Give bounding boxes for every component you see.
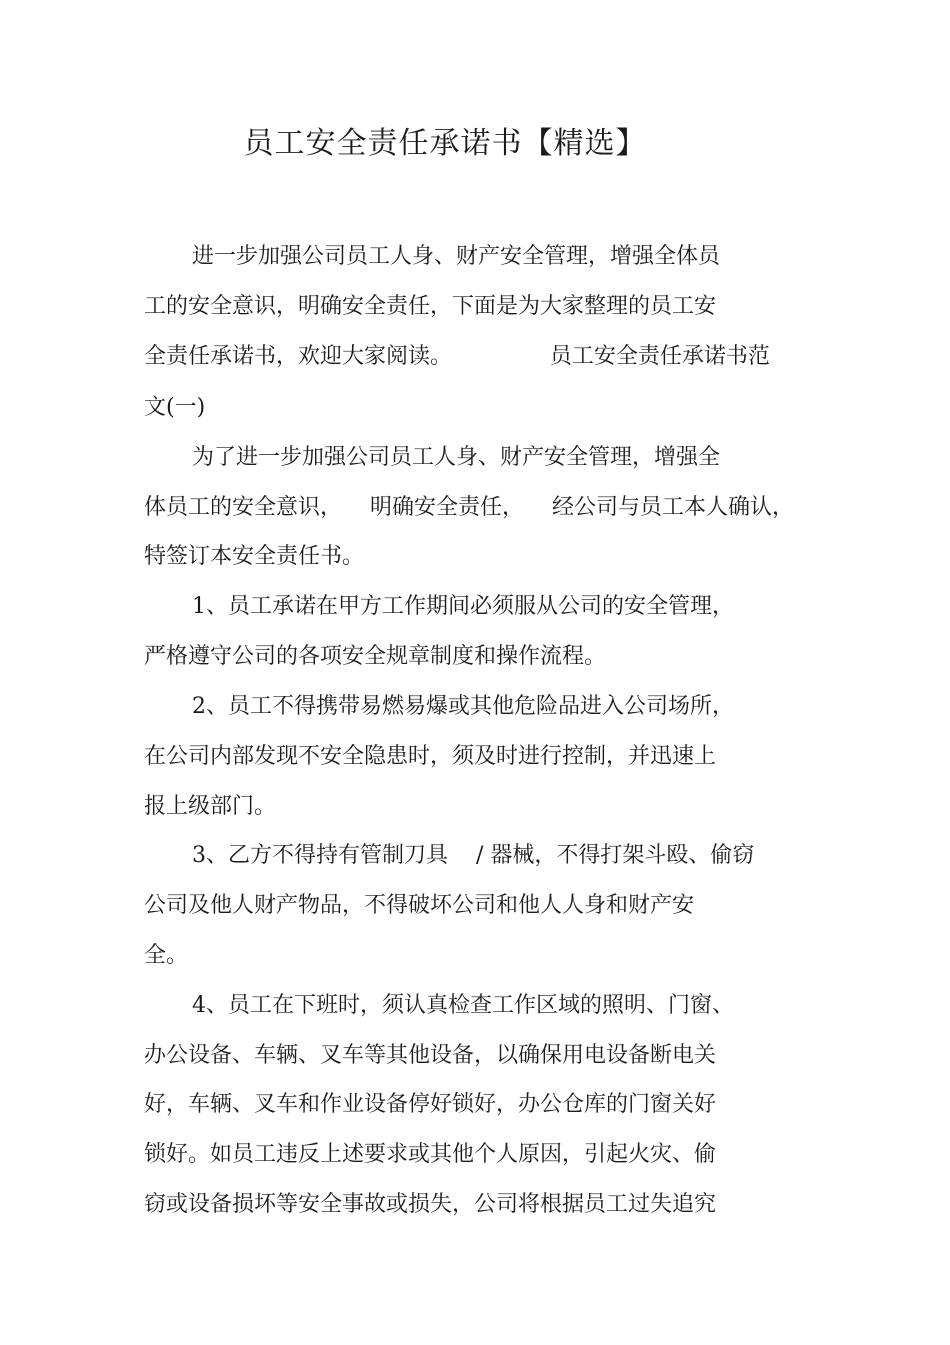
paragraph-line: 全。 — [144, 943, 189, 968]
document-title: 员工安全责任承诺书【精选】 — [243, 126, 647, 161]
paragraph-line: 为了进一步加强公司员工人身、财产安全管理，增强全 — [192, 445, 721, 470]
paragraph-line: 3、乙方不得持有管制刀具 / 器械，不得打架斗殴、偷窃 — [192, 843, 755, 868]
paragraph-line: 2、员工不得携带易燃易爆或其他危险品进入公司场所， — [192, 694, 734, 719]
paragraph-line: 特签订本安全责任书。 — [144, 544, 365, 569]
paragraph-line: 工的安全意识，明确安全责任，下面是为大家整理的员工安 — [144, 294, 717, 319]
paragraph-line: 1、员工承诺在甲方工作期间必须服从公司的安全管理， — [192, 594, 734, 619]
paragraph-line: 进一步加强公司员工人身、财产安全管理，增强全体员 — [192, 244, 721, 269]
paragraph-line: 4、员工在下班时，须认真检查工作区域的照明、门窗、 — [192, 993, 734, 1018]
paragraph-line: 锁好。如员工违反上述要求或其他个人原因，引起火灾、偷 — [144, 1142, 717, 1167]
paragraph-line: 文(一) — [144, 395, 206, 420]
paragraph-line: 窃或设备损坏等安全事故或损失，公司将根据员工过失追究 — [144, 1192, 717, 1217]
paragraph-line: 报上级部门。 — [144, 794, 277, 819]
paragraph-line: 办公设备、车辆、叉车等其他设备，以确保用电设备断电关 — [144, 1043, 717, 1068]
paragraph-line: 全责任承诺书，欢迎大家阅读。 员工安全责任承诺书范 — [144, 344, 770, 369]
paragraph-line: 体员工的安全意识， 明确安全责任， 经公司与员工本人确认， — [144, 495, 794, 520]
paragraph-line: 严格遵守公司的各项安全规章制度和操作流程。 — [144, 644, 607, 669]
paragraph-line: 在公司内部发现不安全隐患时，须及时进行控制，并迅速上 — [144, 744, 717, 769]
paragraph-line: 公司及他人财产物品，不得破坏公司和他人人身和财产安 — [144, 893, 695, 918]
paragraph-line: 好，车辆、叉车和作业设备停好锁好，办公仓库的门窗关好 — [144, 1092, 717, 1117]
